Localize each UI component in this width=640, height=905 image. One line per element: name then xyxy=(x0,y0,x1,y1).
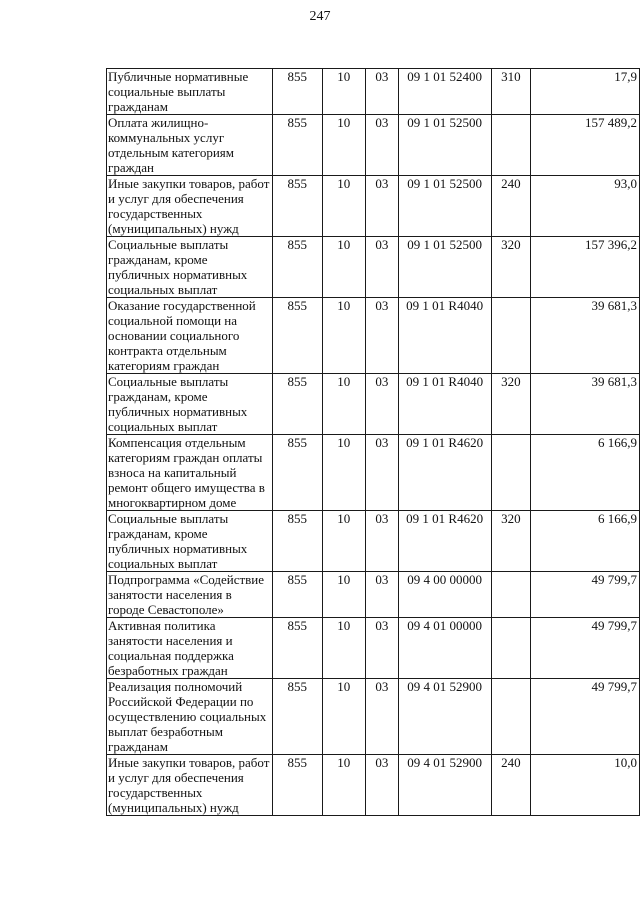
table-row xyxy=(107,374,640,435)
department-code-cell-text: 855 xyxy=(287,572,307,587)
section-code-cell xyxy=(322,298,366,374)
table-row xyxy=(107,755,640,816)
department-code-cell xyxy=(272,618,322,679)
subsection-code-cell xyxy=(366,511,399,572)
item-name-cell-text: Социальные выплаты гражданам, кроме публичных нормативных социальных выплат xyxy=(108,237,248,297)
expense-type-code-cell xyxy=(491,69,531,115)
department-code-cell-text: 855 xyxy=(287,618,307,633)
department-code-cell xyxy=(272,176,322,237)
target-article-code-cell xyxy=(398,115,491,176)
item-name-cell xyxy=(107,572,273,618)
expense-type-code-cell-text: 310 xyxy=(501,69,521,84)
amount-cell xyxy=(531,176,640,237)
department-code-cell xyxy=(272,435,322,511)
department-code-cell-text: 855 xyxy=(287,511,307,526)
item-name-cell xyxy=(107,115,273,176)
department-code-cell-text: 855 xyxy=(287,679,307,694)
subsection-code-cell xyxy=(366,435,399,511)
expense-type-code-cell xyxy=(491,298,531,374)
subsection-code-cell-text: 03 xyxy=(375,618,389,633)
section-code-cell-text: 10 xyxy=(337,572,351,587)
subsection-code-cell xyxy=(366,679,399,755)
item-name-cell xyxy=(107,176,273,237)
department-code-cell xyxy=(272,511,322,572)
table-row xyxy=(107,115,640,176)
amount-cell-text: 17,9 xyxy=(614,69,637,84)
department-code-cell-text: 855 xyxy=(287,435,307,450)
expense-type-code-cell xyxy=(491,435,531,511)
item-name-cell xyxy=(107,374,273,435)
amount-cell-text: 6 166,9 xyxy=(598,511,637,526)
section-code-cell-text: 10 xyxy=(337,115,351,130)
target-article-code-cell-text: 09 4 01 52900 xyxy=(407,755,482,770)
target-article-code-cell xyxy=(398,679,491,755)
amount-cell xyxy=(531,435,640,511)
subsection-code-cell-text: 03 xyxy=(375,176,389,191)
section-code-cell-text: 10 xyxy=(337,237,351,252)
subsection-code-cell xyxy=(366,755,399,816)
department-code-cell xyxy=(272,755,322,816)
target-article-code-cell-text: 09 1 01 R4040 xyxy=(406,374,484,389)
subsection-code-cell-text: 03 xyxy=(375,115,389,130)
section-code-cell xyxy=(322,679,366,755)
amount-cell-text: 49 799,7 xyxy=(591,618,637,633)
subsection-code-cell xyxy=(366,298,399,374)
table-row xyxy=(107,618,640,679)
target-article-code-cell-text: 09 1 01 52400 xyxy=(407,69,482,84)
expense-type-code-cell xyxy=(491,237,531,298)
amount-cell xyxy=(531,115,640,176)
subsection-code-cell-text: 03 xyxy=(375,69,389,84)
table-row xyxy=(107,298,640,374)
table-row xyxy=(107,435,640,511)
section-code-cell-text: 10 xyxy=(337,374,351,389)
target-article-code-cell xyxy=(398,572,491,618)
section-code-cell xyxy=(322,374,366,435)
amount-cell xyxy=(531,618,640,679)
section-code-cell-text: 10 xyxy=(337,755,351,770)
item-name-cell-text: Публичные нормативные социальные выплаты гражданам xyxy=(108,69,249,114)
page-number: 247 xyxy=(309,9,331,24)
expense-type-code-cell-text: 240 xyxy=(501,176,521,191)
department-code-cell-text: 855 xyxy=(287,237,307,252)
expense-type-code-cell xyxy=(491,115,531,176)
table-row xyxy=(107,176,640,237)
amount-cell xyxy=(531,237,640,298)
department-code-cell-text: 855 xyxy=(287,176,307,191)
amount-cell xyxy=(531,679,640,755)
section-code-cell xyxy=(322,237,366,298)
item-name-cell-text: Оказание государственной социальной помощи на основании социального контракта отдельным категориям граждан xyxy=(108,298,256,373)
item-name-cell-text: Компенсация отдельным категориям граждан оплаты взноса на капитальный ремонт общего имущества в многоквартирном доме xyxy=(108,435,265,510)
department-code-cell xyxy=(272,374,322,435)
item-name-cell-text: Социальные выплаты гражданам, кроме публичных нормативных социальных выплат xyxy=(108,374,248,434)
target-article-code-cell-text: 09 4 01 00000 xyxy=(407,618,482,633)
target-article-code-cell xyxy=(398,755,491,816)
amount-cell xyxy=(531,298,640,374)
subsection-code-cell-text: 03 xyxy=(375,511,389,526)
subsection-code-cell xyxy=(366,115,399,176)
target-article-code-cell xyxy=(398,69,491,115)
amount-cell xyxy=(531,572,640,618)
target-article-code-cell xyxy=(398,511,491,572)
department-code-cell-text: 855 xyxy=(287,69,307,84)
item-name-cell xyxy=(107,618,273,679)
amount-cell xyxy=(531,69,640,115)
table-row xyxy=(107,679,640,755)
expense-type-code-cell xyxy=(491,755,531,816)
subsection-code-cell xyxy=(366,618,399,679)
item-name-cell xyxy=(107,679,273,755)
subsection-code-cell-text: 03 xyxy=(375,755,389,770)
section-code-cell-text: 10 xyxy=(337,176,351,191)
department-code-cell xyxy=(272,572,322,618)
subsection-code-cell xyxy=(366,572,399,618)
subsection-code-cell-text: 03 xyxy=(375,435,389,450)
subsection-code-cell xyxy=(366,176,399,237)
subsection-code-cell-text: 03 xyxy=(375,572,389,587)
expense-type-code-cell xyxy=(491,572,531,618)
table-row xyxy=(107,572,640,618)
amount-cell-text: 39 681,3 xyxy=(591,374,637,389)
target-article-code-cell-text: 09 1 01 R4040 xyxy=(406,298,484,313)
amount-cell xyxy=(531,755,640,816)
target-article-code-cell-text: 09 1 01 R4620 xyxy=(406,511,484,526)
amount-cell-text: 49 799,7 xyxy=(591,679,637,694)
target-article-code-cell xyxy=(398,237,491,298)
subsection-code-cell-text: 03 xyxy=(375,679,389,694)
expense-type-code-cell xyxy=(491,176,531,237)
target-article-code-cell xyxy=(398,374,491,435)
expense-type-code-cell-text: 240 xyxy=(501,755,521,770)
amount-cell-text: 157 489,2 xyxy=(585,115,637,130)
target-article-code-cell xyxy=(398,298,491,374)
section-code-cell xyxy=(322,176,366,237)
section-code-cell xyxy=(322,115,366,176)
target-article-code-cell xyxy=(398,435,491,511)
subsection-code-cell xyxy=(366,69,399,115)
table-body xyxy=(107,69,640,816)
department-code-cell xyxy=(272,69,322,115)
section-code-cell xyxy=(322,572,366,618)
table-row xyxy=(107,511,640,572)
amount-cell-text: 6 166,9 xyxy=(598,435,637,450)
target-article-code-cell-text: 09 1 01 52500 xyxy=(407,115,482,130)
amount-cell-text: 10,0 xyxy=(614,755,637,770)
table-row xyxy=(107,69,640,115)
expense-type-code-cell xyxy=(491,511,531,572)
subsection-code-cell xyxy=(366,237,399,298)
amount-cell xyxy=(531,374,640,435)
item-name-cell-text: Реализация полномочий Российской Федерации по осуществлению социальных выплат безработным гражданам xyxy=(108,679,267,754)
section-code-cell-text: 10 xyxy=(337,679,351,694)
item-name-cell-text: Подпрограмма «Содействие занятости населения в городе Севастополе» xyxy=(108,572,265,617)
target-article-code-cell-text: 09 1 01 52500 xyxy=(407,176,482,191)
item-name-cell-text: Активная политика занятости населения и социальная поддержка безработных граждан xyxy=(108,618,234,678)
item-name-cell-text: Оплата жилищно-коммунальных услуг отдельным категориям граждан xyxy=(108,115,234,175)
target-article-code-cell xyxy=(398,176,491,237)
section-code-cell-text: 10 xyxy=(337,69,351,84)
department-code-cell xyxy=(272,679,322,755)
item-name-cell xyxy=(107,237,273,298)
item-name-cell-text: Иные закупки товаров, работ и услуг для обеспечения государственных (муниципальных) нужд xyxy=(108,176,270,236)
expense-type-code-cell xyxy=(491,679,531,755)
budget-table xyxy=(106,68,640,816)
expense-type-code-cell xyxy=(491,618,531,679)
section-code-cell xyxy=(322,511,366,572)
section-code-cell-text: 10 xyxy=(337,435,351,450)
department-code-cell xyxy=(272,237,322,298)
item-name-cell xyxy=(107,298,273,374)
target-article-code-cell-text: 09 1 01 52500 xyxy=(407,237,482,252)
amount-cell-text: 93,0 xyxy=(614,176,637,191)
section-code-cell-text: 10 xyxy=(337,618,351,633)
department-code-cell xyxy=(272,115,322,176)
amount-cell xyxy=(531,511,640,572)
item-name-cell xyxy=(107,435,273,511)
department-code-cell xyxy=(272,298,322,374)
expense-type-code-cell-text: 320 xyxy=(501,374,521,389)
subsection-code-cell-text: 03 xyxy=(375,374,389,389)
target-article-code-cell-text: 09 1 01 R4620 xyxy=(406,435,484,450)
item-name-cell-text: Социальные выплаты гражданам, кроме публичных нормативных социальных выплат xyxy=(108,511,248,571)
amount-cell-text: 49 799,7 xyxy=(591,572,637,587)
section-code-cell-text: 10 xyxy=(337,298,351,313)
item-name-cell xyxy=(107,511,273,572)
section-code-cell-text: 10 xyxy=(337,511,351,526)
section-code-cell xyxy=(322,69,366,115)
department-code-cell-text: 855 xyxy=(287,115,307,130)
amount-cell-text: 157 396,2 xyxy=(585,237,637,252)
target-article-code-cell-text: 09 4 00 00000 xyxy=(407,572,482,587)
subsection-code-cell xyxy=(366,374,399,435)
subsection-code-cell-text: 03 xyxy=(375,237,389,252)
item-name-cell xyxy=(107,755,273,816)
subsection-code-cell-text: 03 xyxy=(375,298,389,313)
table-row xyxy=(107,237,640,298)
target-article-code-cell xyxy=(398,618,491,679)
department-code-cell-text: 855 xyxy=(287,298,307,313)
item-name-cell-text: Иные закупки товаров, работ и услуг для обеспечения государственных (муниципальных) нужд xyxy=(108,755,270,815)
expense-type-code-cell xyxy=(491,374,531,435)
expense-type-code-cell-text: 320 xyxy=(501,511,521,526)
item-name-cell xyxy=(107,69,273,115)
section-code-cell xyxy=(322,435,366,511)
amount-cell-text: 39 681,3 xyxy=(591,298,637,313)
section-code-cell xyxy=(322,618,366,679)
target-article-code-cell-text: 09 4 01 52900 xyxy=(407,679,482,694)
department-code-cell-text: 855 xyxy=(287,374,307,389)
expense-type-code-cell-text: 320 xyxy=(501,237,521,252)
section-code-cell xyxy=(322,755,366,816)
department-code-cell-text: 855 xyxy=(287,755,307,770)
